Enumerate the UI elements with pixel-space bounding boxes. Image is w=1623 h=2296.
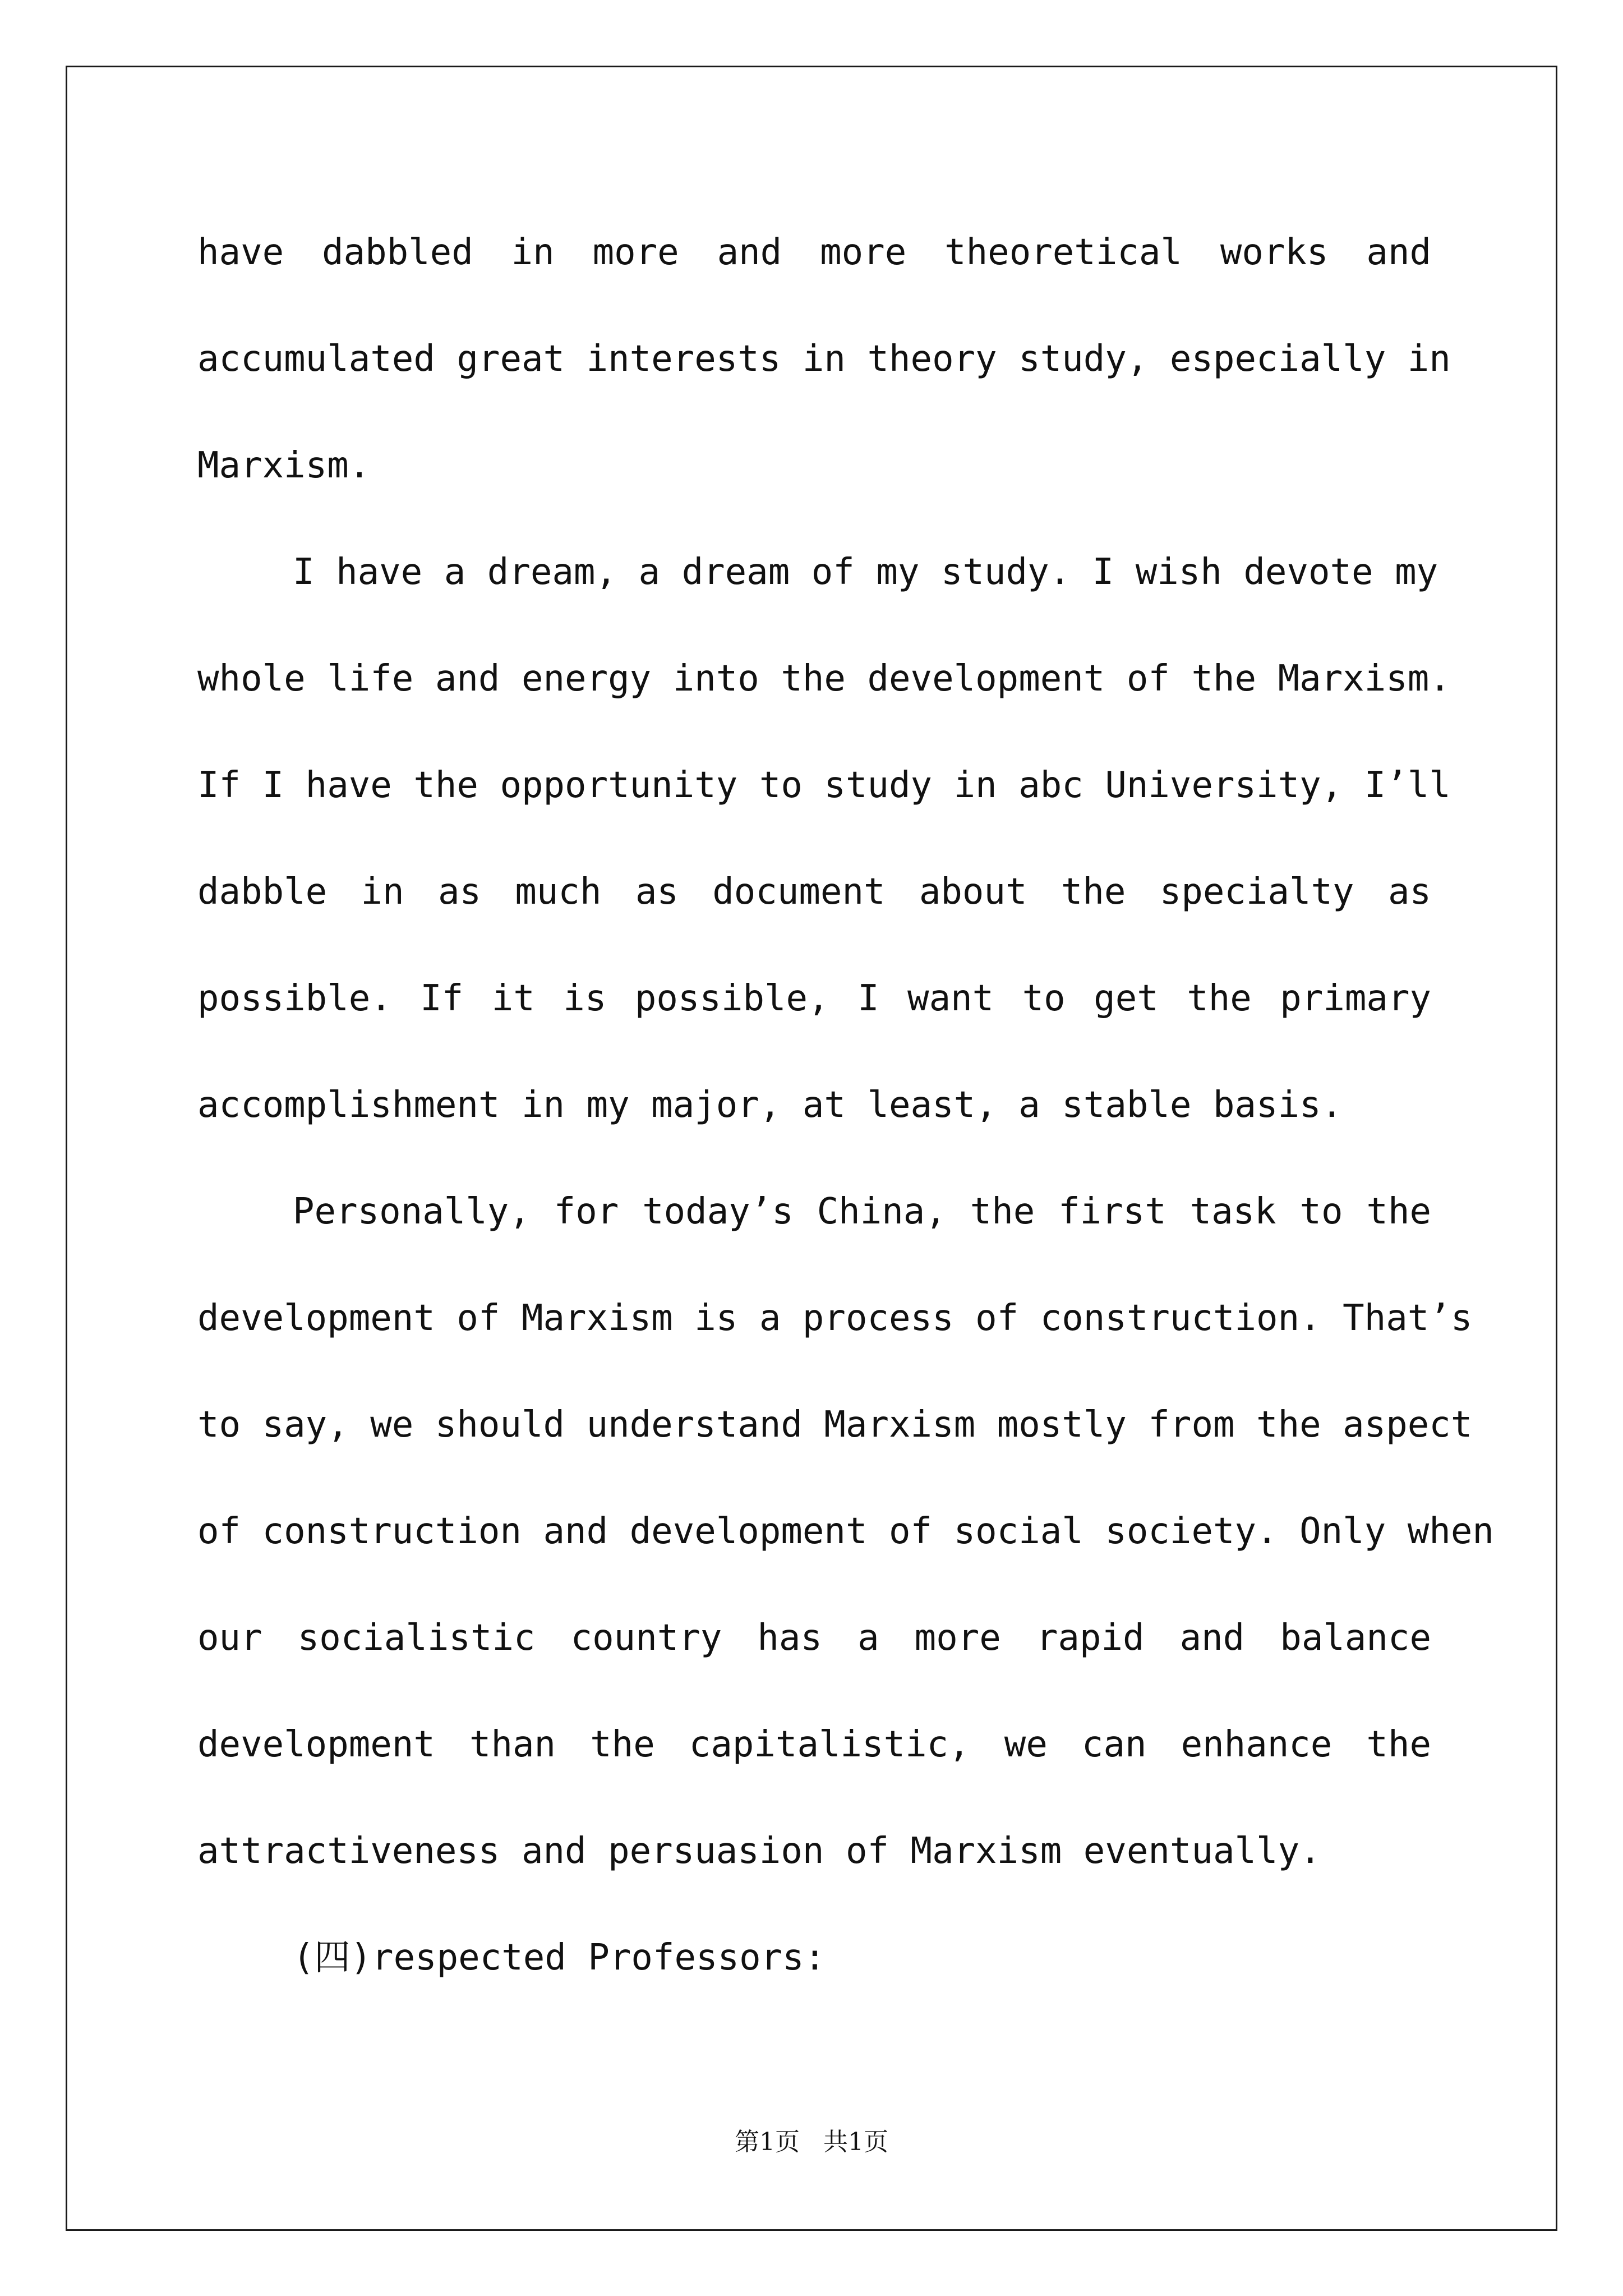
text-line: development of Marxism is a process of construction. That’s	[197, 1297, 1473, 1339]
text-line: possible. If it is possible, I want to get the primary	[197, 978, 1431, 1019]
text-line: attractiveness and persuasion of Marxism eventually.	[197, 1830, 1321, 1872]
text-line: our socialistic country has a more rapid and balance	[197, 1617, 1431, 1659]
text-line: accomplishment in my major, at least, a stable basis.	[197, 1084, 1343, 1126]
text-line: Marxism.	[197, 445, 371, 486]
page-footer: 第1页 共1页	[735, 2128, 888, 2156]
document-body	[197, 222, 1494, 2033]
text-line: development than the capitalistic, we can enhance the	[197, 1724, 1431, 1765]
text-line: dabble in as much as document about the specialty as	[197, 871, 1431, 913]
text-line: to say, we should understand Marxism mostly from the aspect	[197, 1404, 1473, 1446]
text-line: have dabbled in more and more theoretical works and	[197, 232, 1431, 273]
text-line: whole life and energy into the development of the Marxism.	[197, 658, 1451, 700]
text-line: accumulated great interests in theory study, especially in	[197, 338, 1451, 380]
text-line: of construction and development of social society. Only when	[197, 1511, 1494, 1552]
paragraph-start-line: Personally, for today’s China, the first task to the	[293, 1191, 1431, 1232]
paragraph-start-line: I have a dream, a dream of my study. I wish devote my	[293, 551, 1438, 593]
section-heading: (四)respected Professors:	[293, 1937, 826, 1978]
text-line: If I have the opportunity to study in abc University, I’ll	[197, 765, 1451, 806]
